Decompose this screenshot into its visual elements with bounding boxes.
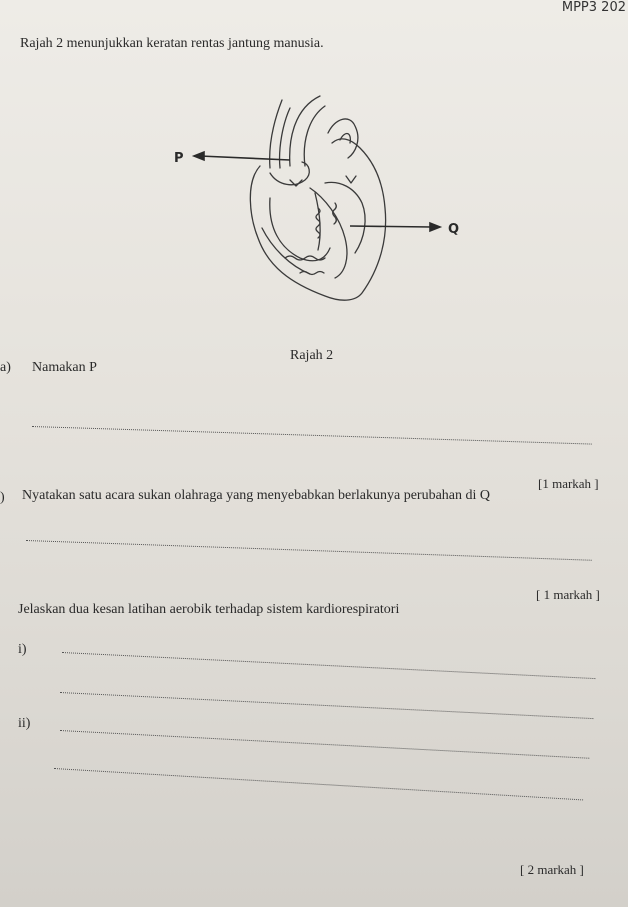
label-q: Q (448, 222, 460, 237)
question-c-item-2: ii) (18, 716, 31, 731)
answer-line-c2a[interactable] (60, 730, 589, 759)
marks-b: [ 1 markah ] (536, 587, 600, 602)
marks-a: [1 markah ] (538, 476, 599, 491)
figure-caption: Rajah 2 (290, 348, 334, 363)
answer-line-c1b[interactable] (60, 692, 593, 719)
ventricle-left (310, 188, 347, 278)
question-b-text: Nyatakan satu acara sukan olahraga yang menyebabkan berlakunya perubahan di Q (22, 488, 491, 503)
intro-text: Rajah 2 menunjukkan keratan rentas jantung manusia. (20, 36, 324, 51)
answer-line-b[interactable] (26, 540, 592, 561)
question-b-number: ) (0, 490, 5, 505)
question-a-number: a) (0, 360, 11, 375)
question-c-item-1: i) (18, 642, 27, 657)
marks-c: [ 2 markah ] (520, 862, 584, 877)
answer-line-c1a[interactable] (62, 652, 595, 679)
question-a-text: Namakan P (32, 360, 97, 375)
pointer-q (350, 223, 440, 231)
heart-diagram (150, 88, 460, 318)
paper-code: MPP3 202 (561, 0, 626, 15)
answer-line-a[interactable] (32, 426, 592, 445)
question-c-text: Jelaskan dua kesan latihan aerobik terhadap sistem kardiorespiratori (18, 602, 400, 617)
answer-line-c2b[interactable] (54, 768, 583, 800)
pointer-p (194, 152, 290, 160)
aorta (290, 96, 325, 166)
label-p: P (174, 151, 184, 166)
